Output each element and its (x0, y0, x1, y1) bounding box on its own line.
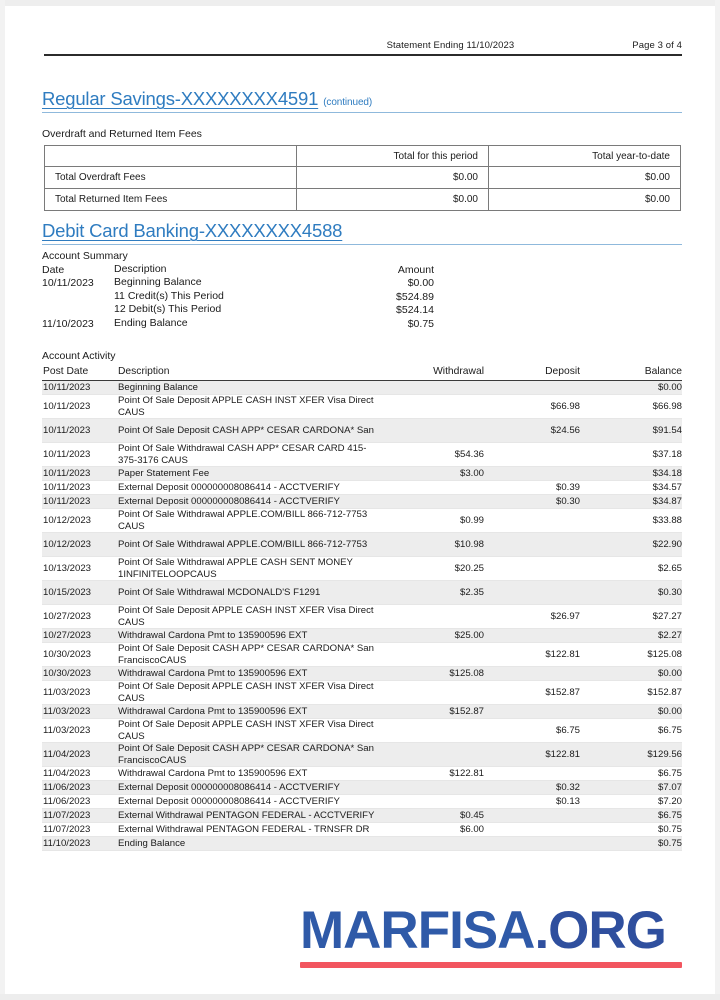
activity-withdrawal: $25.00 (454, 630, 484, 641)
summary-date: 10/11/2023 (42, 277, 94, 290)
activity-post-date: 10/12/2023 (43, 515, 92, 526)
activity-description: Point Of Sale Deposit APPLE CASH INST XFER Visa Direct CAUS (118, 395, 374, 418)
table-row (42, 781, 682, 795)
table-row (42, 443, 682, 467)
regular-savings-title: Regular Savings-XXXXXXXX4591 (42, 88, 319, 109)
activity-post-date: 11/04/2023 (43, 768, 91, 779)
activity-description: Point Of Sale Deposit APPLE CASH INST XFER Visa Direct CAUS (118, 605, 374, 628)
table-row (42, 381, 682, 395)
table-row (45, 189, 681, 211)
activity-deposit: $26.97 (550, 611, 580, 622)
activity-deposit: $0.30 (555, 496, 580, 507)
summary-desc: 11 Credit(s) This Period (114, 289, 224, 302)
activity-balance: $2.27 (657, 630, 682, 641)
fees-row-label: Total Returned Item Fees (45, 189, 297, 211)
activity-post-date: 11/06/2023 (43, 796, 91, 807)
account-summary-label: Account Summary (42, 250, 128, 262)
summary-amount: $524.14 (396, 304, 434, 317)
activity-description: External Deposit 000000008086414 - ACCTVERIFY (118, 795, 340, 807)
page-edge-top (0, 0, 720, 6)
section-heading-regular-savings (42, 88, 682, 113)
page-edge-left (0, 0, 5, 1000)
table-row (42, 419, 682, 443)
table-row (42, 481, 682, 495)
activity-balance: $34.87 (652, 496, 682, 507)
fees-col-ytd: Total year-to-date (489, 146, 681, 167)
activity-withdrawal: $125.08 (449, 668, 484, 679)
activity-col-post-date: Post Date (43, 366, 89, 377)
section-heading-debit-card-banking (42, 220, 682, 245)
activity-withdrawal: $122.81 (449, 768, 484, 779)
table-row (42, 705, 682, 719)
table-row (42, 681, 682, 705)
activity-description: External Deposit 000000008086414 - ACCTVERIFY (118, 781, 340, 793)
activity-balance: $6.75 (657, 810, 682, 821)
activity-balance: $66.98 (652, 401, 682, 412)
activity-post-date: 10/12/2023 (43, 539, 92, 550)
table-row (42, 467, 682, 481)
activity-withdrawal: $2.35 (459, 587, 484, 598)
activity-balance: $34.57 (652, 482, 682, 493)
activity-col-balance: Balance (644, 366, 682, 377)
watermark-text (300, 901, 690, 960)
activity-post-date: 11/03/2023 (43, 706, 91, 717)
activity-balance: $6.75 (657, 768, 682, 779)
activity-description: Point Of Sale Deposit APPLE CASH INST XFER Visa Direct CAUS (118, 681, 374, 704)
overdraft-fees-table (44, 145, 681, 211)
activity-post-date: 10/15/2023 (43, 587, 92, 598)
fees-col-period: Total for this period (297, 146, 489, 167)
activity-description: Point Of Sale Withdrawal APPLE.COM/BILL 866-712-7753 (118, 538, 368, 550)
activity-description: Point Of Sale Deposit CASH APP* CESAR CARDONA* San (118, 424, 374, 436)
activity-description: Point Of Sale Withdrawal APPLE CASH SENT MONEY 1INFINITELOOPCAUS (118, 557, 353, 580)
account-summary-block (42, 264, 462, 331)
activity-description: Point Of Sale Withdrawal MCDONALD'S F1291 (118, 586, 321, 598)
activity-col-description: Description (118, 366, 170, 377)
activity-post-date: 11/03/2023 (43, 687, 91, 698)
activity-description: Point Of Sale Withdrawal APPLE.COM/BILL 866-712-7753 CAUS (118, 509, 368, 532)
activity-post-date: 11/07/2023 (43, 824, 91, 835)
activity-balance: $7.20 (657, 796, 682, 807)
table-row (42, 557, 682, 581)
activity-post-date: 10/11/2023 (43, 468, 91, 479)
account-activity-table (42, 366, 682, 851)
activity-description: Point Of Sale Deposit APPLE CASH INST XFER Visa Direct CAUS (118, 719, 374, 742)
activity-post-date: 10/11/2023 (43, 449, 91, 460)
activity-post-date: 10/11/2023 (43, 496, 91, 507)
activity-col-withdrawal: Withdrawal (433, 366, 484, 377)
activity-balance: $7.07 (657, 782, 682, 793)
summary-col-amount: Amount (397, 264, 434, 276)
page-number-label: Page 3 of 4 (632, 40, 682, 51)
table-row (42, 395, 682, 419)
fees-row-ytd: $0.00 (489, 189, 681, 211)
activity-balance: $2.65 (657, 563, 682, 574)
table-row (42, 495, 682, 509)
table-row (42, 643, 682, 667)
activity-withdrawal: $54.36 (454, 449, 484, 460)
activity-post-date: 10/11/2023 (43, 382, 91, 393)
activity-withdrawal: $6.00 (459, 824, 484, 835)
table-row (42, 809, 682, 823)
activity-header-row (42, 366, 682, 381)
activity-deposit: $6.75 (555, 725, 580, 736)
fees-row-label: Total Overdraft Fees (45, 167, 297, 189)
activity-description: Point Of Sale Withdrawal CASH APP* CESAR CARD 415-375-3176 CAUS (118, 443, 367, 466)
activity-withdrawal: $152.87 (449, 706, 484, 717)
table-row (42, 581, 682, 605)
page-edge-bottom (0, 994, 720, 1000)
list-item (42, 318, 462, 331)
activity-description: Beginning Balance (118, 381, 199, 393)
table-row (45, 167, 681, 189)
activity-description: External Withdrawal PENTAGON FEDERAL - TRNSFR DR (118, 823, 370, 835)
debit-card-banking-title: Debit Card Banking-XXXXXXXX4588 (42, 220, 343, 241)
summary-amount: $0.00 (407, 277, 434, 290)
activity-post-date: 10/27/2023 (43, 611, 92, 622)
fees-row-period: $0.00 (297, 189, 489, 211)
activity-balance: $0.00 (657, 382, 682, 393)
activity-balance: $91.54 (652, 425, 682, 436)
activity-description: Ending Balance (118, 837, 186, 849)
list-item (42, 304, 462, 317)
table-row (42, 823, 682, 837)
activity-balance: $34.18 (652, 468, 682, 479)
activity-deposit: $122.81 (545, 749, 580, 760)
summary-col-description: Description (114, 263, 167, 275)
activity-description: External Deposit 000000008086414 - ACCTVERIFY (118, 481, 340, 493)
activity-post-date: 10/27/2023 (43, 630, 92, 641)
activity-post-date: 10/11/2023 (43, 401, 91, 412)
list-item (42, 291, 462, 304)
activity-deposit: $152.87 (545, 687, 580, 698)
fees-table-header-row (45, 146, 681, 167)
activity-balance: $0.75 (657, 824, 682, 835)
activity-balance: $152.87 (647, 687, 682, 698)
table-row (42, 795, 682, 809)
activity-description: Withdrawal Cardona Pmt to 135900596 EXT (118, 767, 308, 779)
table-row (42, 629, 682, 643)
statement-ending-label: Statement Ending 11/10/2023 (386, 40, 515, 51)
activity-balance: $27.27 (652, 611, 682, 622)
summary-date (42, 304, 114, 317)
table-row (42, 667, 682, 681)
activity-balance: $6.75 (657, 725, 682, 736)
activity-post-date: 11/06/2023 (43, 782, 91, 793)
table-row (42, 605, 682, 629)
activity-post-date: 10/30/2023 (43, 649, 92, 660)
fees-row-period: $0.00 (297, 167, 489, 189)
table-row (42, 719, 682, 743)
activity-post-date: 11/07/2023 (43, 810, 91, 821)
activity-post-date: 10/11/2023 (43, 425, 91, 436)
activity-withdrawal: $10.98 (454, 539, 484, 550)
activity-deposit: $66.98 (550, 401, 580, 412)
table-row (42, 837, 682, 851)
regular-savings-continued: (continued) (323, 97, 373, 108)
activity-col-deposit: Deposit (545, 366, 580, 377)
table-row (42, 509, 682, 533)
activity-description: Point Of Sale Deposit CASH APP* CESAR CARDONA* San FranciscoCAUS (118, 643, 374, 666)
activity-description: External Withdrawal PENTAGON FEDERAL - ACCTVERIFY (118, 809, 375, 821)
summary-date: 11/10/2023 (42, 317, 94, 330)
activity-balance: $0.00 (657, 668, 682, 679)
activity-balance: $33.88 (652, 515, 682, 526)
activity-deposit: $0.39 (555, 482, 580, 493)
summary-desc: 12 Debit(s) This Period (114, 303, 222, 316)
fees-col-blank (45, 146, 297, 167)
page-edge-right (715, 0, 720, 1000)
activity-balance: $0.30 (657, 587, 682, 598)
activity-post-date: 10/11/2023 (43, 482, 91, 493)
overdraft-fees-label: Overdraft and Returned Item Fees (42, 128, 202, 140)
activity-description: External Deposit 000000008086414 - ACCTVERIFY (118, 495, 340, 507)
activity-balance: $129.56 (647, 749, 682, 760)
activity-post-date: 11/04/2023 (43, 749, 91, 760)
watermark-text-primary: MARFISA (300, 901, 535, 960)
activity-withdrawal: $0.99 (459, 515, 484, 526)
activity-balance: $22.90 (652, 539, 682, 550)
activity-description: Withdrawal Cardona Pmt to 135900596 EXT (118, 667, 308, 679)
list-item (42, 277, 462, 290)
activity-withdrawal: $3.00 (459, 468, 484, 479)
activity-post-date: 10/30/2023 (43, 668, 92, 679)
activity-description: Withdrawal Cardona Pmt to 135900596 EXT (118, 629, 308, 641)
activity-description: Paper Statement Fee (118, 467, 210, 479)
activity-post-date: 11/10/2023 (43, 838, 91, 849)
activity-description: Point Of Sale Deposit CASH APP* CESAR CARDONA* San FranciscoCAUS (118, 743, 374, 766)
activity-post-date: 10/13/2023 (43, 563, 92, 574)
activity-post-date: 11/03/2023 (43, 725, 91, 736)
watermark-underline-rule (300, 962, 682, 968)
activity-deposit: $122.81 (545, 649, 580, 660)
activity-withdrawal: $0.45 (459, 810, 484, 821)
table-row (42, 743, 682, 767)
activity-deposit: $0.32 (555, 782, 580, 793)
summary-header-row (42, 264, 462, 277)
watermark-marfisa (300, 901, 690, 968)
summary-col-date: Date (42, 264, 65, 276)
summary-amount: $0.75 (407, 317, 434, 330)
running-header (44, 40, 682, 56)
summary-amount: $524.89 (396, 290, 434, 303)
summary-date (42, 291, 114, 304)
table-row (42, 767, 682, 781)
activity-withdrawal: $20.25 (454, 563, 484, 574)
activity-deposit: $24.56 (550, 425, 580, 436)
activity-balance: $37.18 (652, 449, 682, 460)
fees-row-ytd: $0.00 (489, 167, 681, 189)
summary-desc: Beginning Balance (114, 276, 202, 289)
activity-balance: $0.00 (657, 706, 682, 717)
activity-balance: $0.75 (657, 838, 682, 849)
table-row (42, 533, 682, 557)
activity-deposit: $0.13 (555, 796, 580, 807)
summary-desc: Ending Balance (114, 316, 188, 329)
watermark-text-secondary: .ORG (534, 901, 666, 960)
activity-balance: $125.08 (647, 649, 682, 660)
activity-description: Withdrawal Cardona Pmt to 135900596 EXT (118, 705, 308, 717)
account-activity-label: Account Activity (42, 350, 116, 362)
activity-body (42, 381, 682, 851)
